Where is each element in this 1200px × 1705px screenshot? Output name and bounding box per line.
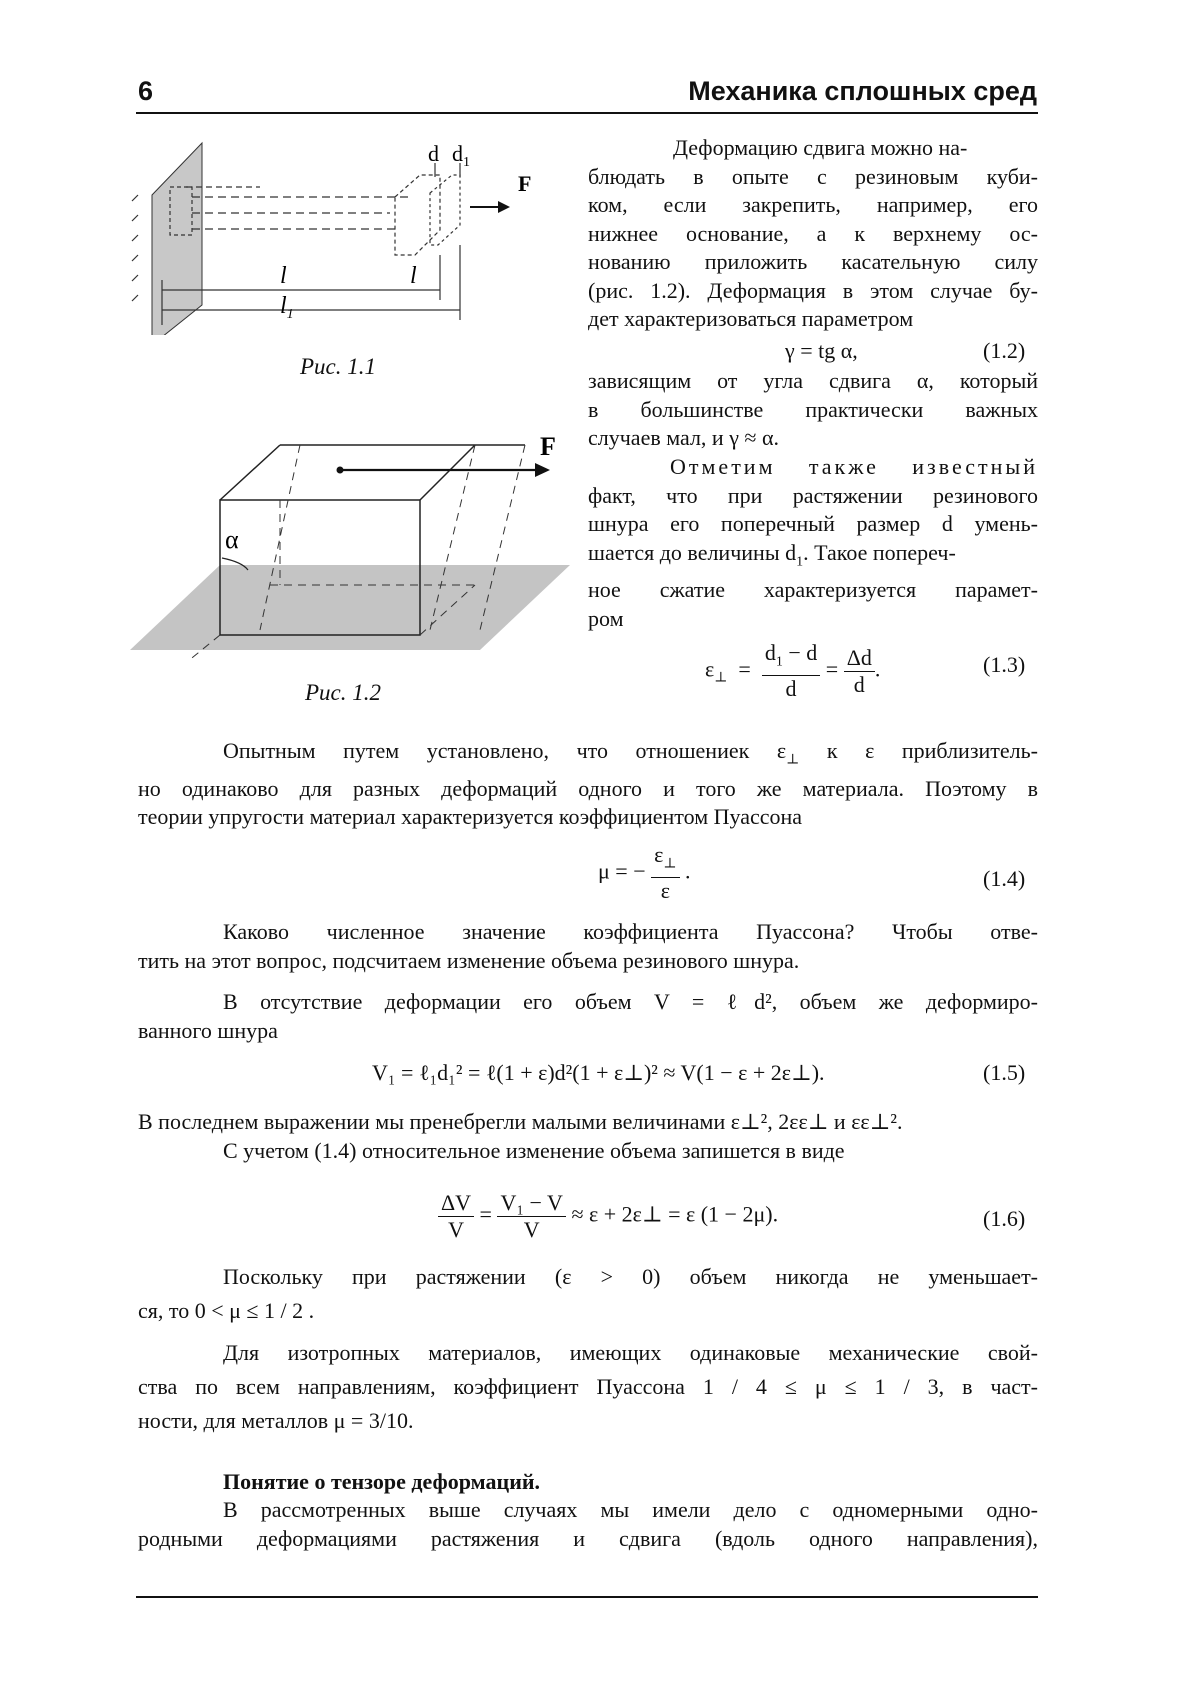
line: факт, что при растяжении резинового: [588, 482, 1038, 508]
line: в большинстве практически важных: [588, 396, 1038, 422]
inline-eq: ε⊥², 2εε⊥ и εε⊥².: [730, 1109, 903, 1134]
label-l: l: [410, 263, 417, 289]
text-run: В отсутствие деформации его объем: [223, 989, 632, 1014]
eq-rest: ≈ ε + 2ε⊥ = ε (1 − 2μ).: [571, 1201, 779, 1227]
text-run: , в част-: [938, 1374, 1038, 1399]
label-force-1: F: [518, 171, 532, 196]
subscript: ⊥: [786, 752, 800, 768]
eq-sign: =: [479, 1201, 492, 1227]
denominator: ε: [660, 878, 670, 904]
numerator: Δd: [844, 645, 875, 672]
inline-eq: V = ℓd²: [653, 989, 772, 1014]
figure-1-1: [130, 135, 570, 335]
equation-1-3: [705, 640, 880, 702]
eq-dot: .: [874, 656, 881, 682]
label-alpha: α: [225, 525, 239, 554]
line: [588, 539, 1038, 577]
paragraph-alpha: [588, 367, 1038, 453]
denominator: V: [448, 1217, 464, 1242]
line: шнура его поперечный размер d умень-: [588, 511, 1038, 536]
numerator: [651, 842, 679, 878]
label-d: d: [428, 141, 439, 166]
equation-1-5: V₁ = ℓ₁d₁² = ℓ(1 + ε)d²(1 + ε⊥)² ≈ V(1 − ε + 2ε⊥).: [372, 1060, 825, 1085]
inline-eq: (ε > 0): [554, 1264, 661, 1289]
text-run: Опытным путем установлено, что отношениек ε: [223, 738, 787, 763]
text-run: В последнем выражении мы пренебрегли малыми величинами: [138, 1109, 726, 1134]
line: [138, 1260, 1038, 1294]
text-run: шается до величины d: [588, 539, 797, 565]
eq-dot: .: [679, 858, 691, 884]
equation-1-2: γ = tg α,: [785, 338, 858, 363]
line: нижнее основание, а к верхнему ос-: [588, 220, 1038, 246]
equation-number-1-3: (1.3): [983, 652, 1026, 677]
line: ром: [588, 605, 624, 631]
numerator: [762, 640, 820, 676]
paragraph-tensor: [138, 1496, 1038, 1553]
caption-fig-1-1: Рис. 1.1: [300, 354, 377, 379]
inline-eq: 1 / 4 ≤ μ ≤ 1 / 3: [702, 1374, 939, 1399]
figure-1-2: [130, 420, 570, 660]
paragraph-transverse: [588, 453, 1038, 633]
section-heading: Понятие о тензоре деформаций.: [223, 1469, 541, 1494]
paragraph-bounds: [138, 1260, 1038, 1328]
line: ности, для металлов μ = 3/10.: [138, 1408, 414, 1433]
term: ε: [654, 842, 664, 867]
fraction: [762, 640, 820, 702]
denominator: d: [853, 671, 865, 697]
text-run: ся, то: [138, 1298, 190, 1323]
line: Для изотропных материалов, имеющих одинаковые механические свой-: [223, 1340, 1038, 1365]
line: блюдать в опыте с резиновым куби-: [588, 163, 1038, 189]
term-sub: ⊥: [663, 856, 677, 872]
line: [138, 1370, 1038, 1404]
eq-lhs: μ = −: [598, 858, 646, 884]
paragraph-question: [138, 918, 1038, 975]
equation-1-4: [598, 842, 691, 904]
subscript: 1: [796, 553, 804, 569]
line: тить на этот вопрос, подсчитаем изменение объема резинового шнура.: [138, 947, 800, 973]
line: [138, 1108, 1038, 1137]
wall-plate: [152, 143, 202, 335]
line: случаев мал, и γ ≈ α.: [588, 425, 780, 450]
line: ком, если закрепить, например, его: [588, 192, 1038, 217]
line: [138, 1294, 1038, 1328]
term: d: [764, 640, 776, 665]
line: (рис. 1.2). Деформация в этом случае бу-: [588, 277, 1038, 303]
equation-number-1-5: (1.5): [983, 1060, 1026, 1085]
line: ванного шнура: [138, 1017, 278, 1043]
label-l1: $l_1$: [280, 293, 294, 322]
base-plane: [130, 565, 570, 650]
equation-1-6: [438, 1190, 778, 1243]
text-run: , объем же деформиро-: [771, 989, 1039, 1014]
fraction: [497, 1190, 565, 1243]
line: ное сжатие характеризуется парамет-: [588, 577, 1038, 603]
label-d1: $d_1$: [452, 141, 470, 170]
text-run: ства по всем направлениям, коэффициент Пуассона: [138, 1374, 685, 1399]
eq-sign: =: [825, 656, 839, 682]
caption-fig-1-2: Рис. 1.2: [305, 680, 382, 705]
header-rule: [136, 112, 1038, 114]
term: − d: [782, 640, 818, 665]
line: [138, 737, 1038, 775]
line: дет характеризоваться параметром: [588, 306, 914, 331]
eq-sign: =: [732, 656, 757, 682]
page-number: 6: [138, 76, 154, 106]
line: родными деформациями растяжения и сдвига (вдоль одного направления),: [138, 1525, 1038, 1551]
text-run: . Такое попереч-: [803, 539, 956, 565]
line: С учетом (1.4) относительное изменение объема запишется в виде: [223, 1137, 845, 1163]
paragraph-shear: [588, 134, 1038, 334]
line: Каково численное значение коэффициента Пуассона? Чтобы отве-: [223, 919, 1038, 944]
text-run: объем никогда не уменьшает-: [689, 1264, 1039, 1289]
line: Отметим также известный: [670, 454, 1038, 479]
numerator: V₁ − V: [497, 1190, 565, 1217]
running-title: Механика сплошных сред: [688, 76, 1037, 106]
numerator: ΔV: [438, 1190, 474, 1217]
line: нованию приложить касательную силу: [588, 249, 1038, 274]
line: Деформацию сдвига можно на-: [673, 135, 968, 160]
line: но одинаково для разных деформаций одного и того же материала. Поэтому в: [138, 775, 1038, 801]
paragraph-poisson: [138, 737, 1038, 832]
paragraph-isotropic: [138, 1336, 1038, 1438]
paragraph-neglect: [138, 1108, 1038, 1165]
wall-hatch: [132, 195, 138, 301]
text-run: к ε приблизитель-: [826, 738, 1039, 763]
line: В рассмотренных выше случаях мы имели дело с одномерными одно-: [223, 1497, 1038, 1522]
fraction: [844, 645, 875, 698]
denominator: V: [523, 1217, 540, 1242]
paragraph-volume: [138, 988, 1038, 1045]
eq-lhs: ε: [705, 656, 715, 682]
label-l-left: l: [280, 263, 287, 289]
footer-rule: [136, 1596, 1038, 1598]
line: теории упругости материал характеризуется коэффициентом Пуассона: [138, 804, 803, 830]
equation-number-1-6: (1.6): [983, 1206, 1026, 1231]
equation-number-1-4: (1.4): [983, 866, 1026, 891]
denominator: d: [785, 676, 797, 702]
line: зависящим от угла сдвига α, который: [588, 368, 1038, 393]
fraction: [651, 842, 679, 904]
line: [138, 988, 1038, 1017]
term-sub: 1: [775, 654, 783, 670]
eq-lhs-sub: ⊥: [714, 670, 728, 686]
inline-eq: 0 < μ ≤ 1 / 2 .: [194, 1298, 315, 1323]
equation-number-1-2: (1.2): [983, 338, 1026, 363]
label-force-2: F: [540, 432, 556, 461]
text-run: Поскольку при растяжении: [223, 1264, 526, 1289]
fraction: [438, 1190, 474, 1243]
